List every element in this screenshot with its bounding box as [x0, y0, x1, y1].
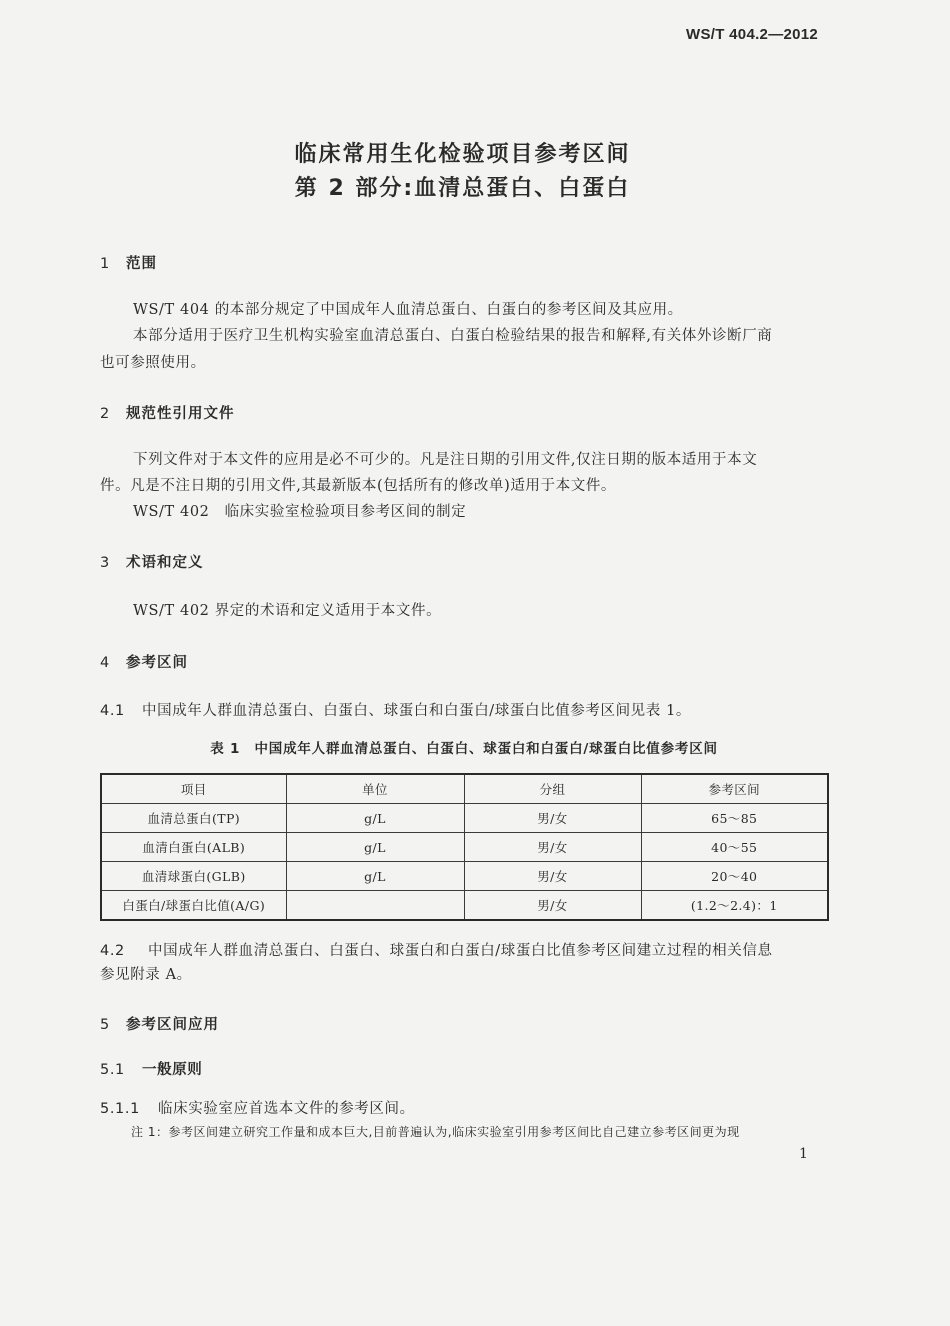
table-row	[101, 833, 828, 862]
page-subtitle: 第 2 部分:血清总蛋白、白蛋白	[294, 176, 631, 201]
normative-reference: WS/T 402 临床实验室检验项目参考区间的制定	[133, 504, 467, 520]
subsection-number: 5.1	[100, 1062, 125, 1078]
table-cell: 男/女	[464, 833, 641, 862]
table-cell: 血清白蛋白(ALB)	[101, 833, 286, 862]
paragraph: 件。凡是不注日期的引用文件,其最新版本(包括所有的修改单)适用于本文件。	[100, 478, 617, 494]
section-number: 1	[100, 256, 111, 272]
paragraph: WS/T 404 的本部分规定了中国成年人血清总蛋白、白蛋白的参考区间及其应用。	[133, 302, 683, 318]
table-cell: g/L	[286, 804, 464, 833]
subsection-4-1	[100, 699, 691, 720]
table-caption: 表 1 中国成年人群血清总蛋白、白蛋白、球蛋白和白蛋白/球蛋白比值参考区间	[210, 741, 718, 757]
section-title: 术语和定义	[126, 555, 204, 571]
table-header-cell: 项目	[101, 774, 286, 804]
table-row	[101, 804, 828, 833]
section-title: 范围	[126, 256, 157, 272]
table-cell: 血清球蛋白(GLB)	[101, 862, 286, 891]
table-cell: 血清总蛋白(TP)	[101, 804, 286, 833]
subsection-number: 5.1.1	[100, 1101, 140, 1117]
table-header-cell: 分组	[464, 774, 641, 804]
table-cell: 男/女	[464, 891, 641, 921]
table-cell: 40～55	[641, 833, 828, 862]
paragraph: 参见附录 A。	[100, 967, 192, 983]
table-cell	[286, 891, 464, 921]
table-cell: 20～40	[641, 862, 828, 891]
subsection-text: 中国成年人群血清总蛋白、白蛋白、球蛋白和白蛋白/球蛋白比值参考区间建立过程的相关信息	[148, 943, 773, 959]
paragraph: WS/T 402 界定的术语和定义适用于本文件。	[133, 603, 442, 619]
subsection-number: 4.1	[100, 703, 125, 719]
page-number: 1	[799, 1146, 808, 1162]
table-header-cell: 参考区间	[641, 774, 828, 804]
subsection-text: 临床实验室应首选本文件的参考区间。	[158, 1101, 415, 1117]
section-number: 2	[100, 406, 111, 422]
section-1-heading	[100, 252, 157, 273]
subsection-5-1-1	[100, 1097, 415, 1118]
table-cell: 男/女	[464, 862, 641, 891]
page-title: 临床常用生化检验项目参考区间	[294, 142, 631, 167]
section-title: 规范性引用文件	[126, 406, 235, 422]
table-cell: 65～85	[641, 804, 828, 833]
table-cell: 白蛋白/球蛋白比值(A/G)	[101, 891, 286, 921]
subsection-5-1	[100, 1058, 202, 1079]
paragraph: 也可参照使用。	[100, 355, 206, 371]
table-row	[101, 862, 828, 891]
section-number: 3	[100, 555, 111, 571]
table-header-row	[101, 774, 828, 804]
reference-interval-table	[100, 773, 829, 921]
section-number: 4	[100, 655, 111, 671]
table-cell: g/L	[286, 833, 464, 862]
section-title: 参考区间应用	[126, 1017, 219, 1033]
table-row	[101, 891, 828, 921]
table-cell: g/L	[286, 862, 464, 891]
table-cell: (1.2～2.4)：1	[641, 891, 828, 921]
paragraph: 本部分适用于医疗卫生机构实验室血清总蛋白、白蛋白检验结果的报告和解释,有关体外诊断厂商	[133, 328, 773, 344]
subsection-4-2	[100, 939, 773, 960]
subsection-title: 一般原则	[142, 1062, 203, 1078]
section-number: 5	[100, 1017, 111, 1033]
section-title: 参考区间	[126, 655, 188, 671]
subsection-number: 4.2	[100, 943, 125, 959]
paragraph: 下列文件对于本文件的应用是必不可少的。凡是注日期的引用文件,仅注日期的版本适用于本文	[133, 452, 758, 468]
section-4-heading	[100, 651, 188, 672]
note: 注 1：参考区间建立研究工作量和成本巨大,目前普遍认为,临床实验室引用参考区间比自己建立参考区间更为现	[131, 1125, 740, 1139]
table-cell: 男/女	[464, 804, 641, 833]
subsection-text: 中国成年人群血清总蛋白、白蛋白、球蛋白和白蛋白/球蛋白比值参考区间见表 1。	[142, 703, 692, 719]
section-3-heading	[100, 551, 204, 572]
table-header-cell: 单位	[286, 774, 464, 804]
section-5-heading	[100, 1013, 219, 1034]
section-2-heading	[100, 402, 235, 423]
document-number: WS/T 404.2—2012	[686, 26, 819, 43]
